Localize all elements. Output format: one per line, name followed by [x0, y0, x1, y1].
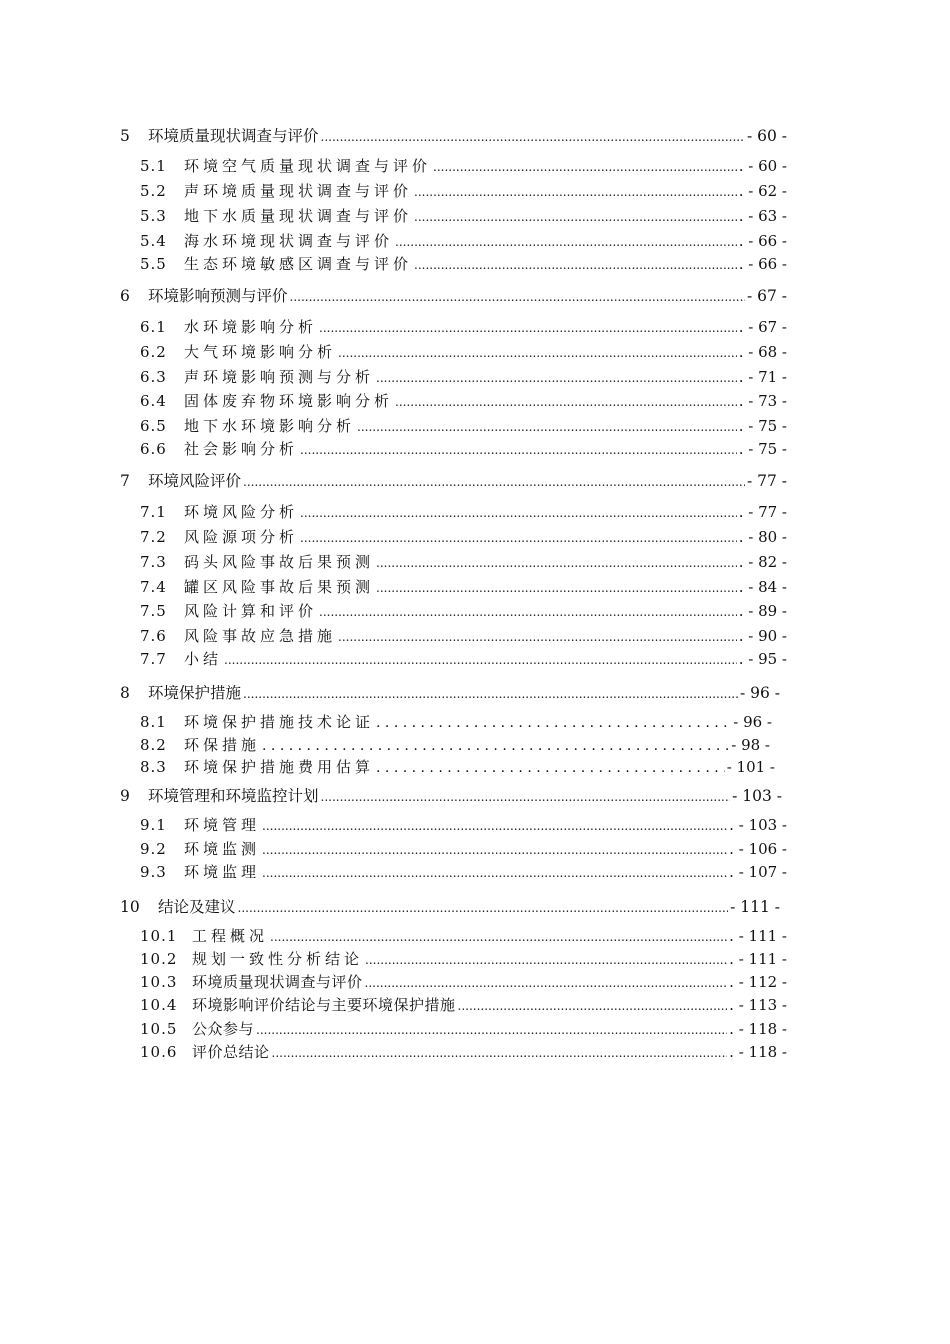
dot-leader — [270, 927, 727, 945]
toc-page-number: . - 75 - — [738, 417, 787, 435]
toc-title: 大气环境影响分析 — [184, 343, 337, 361]
toc-page-number: . - 73 - — [738, 392, 787, 410]
dot-leader — [414, 207, 737, 225]
dot-leader — [376, 368, 737, 386]
toc-title: 评价总结论 — [192, 1043, 270, 1061]
dot-leader — [224, 650, 737, 668]
toc-title: 地下水环境影响分析 — [184, 417, 356, 435]
toc-section-6-3[interactable] — [140, 366, 787, 387]
toc-title: 社会影响分析 — [184, 440, 299, 458]
toc-chapter-7[interactable] — [120, 469, 787, 491]
toc-page-number: . - 63 - — [738, 207, 787, 225]
toc-number: 7.3 — [140, 553, 167, 571]
toc-page-number: - 77 - — [746, 472, 787, 490]
dot-leader — [376, 578, 737, 596]
toc-section-6-4[interactable] — [140, 390, 787, 411]
toc-section-5-1[interactable] — [140, 155, 787, 176]
toc-title: 环境风险分析 — [184, 503, 299, 521]
toc-title: 风险计算和评价 — [184, 602, 318, 620]
toc-section-5-4[interactable] — [140, 230, 787, 251]
toc-page-number: . - 95 - — [738, 650, 787, 668]
toc-title: 风险事故应急措施 — [184, 627, 337, 645]
toc-number: 8.1 — [140, 713, 167, 731]
toc-title: 规划一致性分析结论 — [192, 950, 364, 968]
toc-section-10-6[interactable] — [140, 1041, 787, 1062]
toc-title: 环境质量现状调查与评价 — [148, 127, 319, 145]
toc-number: 6.4 — [140, 392, 167, 410]
toc-number: 9.3 — [140, 863, 167, 881]
toc-number: 7.5 — [140, 602, 167, 620]
toc-page-number: . - 118 - — [729, 1020, 787, 1038]
toc-title: 环境保护措施费用估算 — [184, 758, 375, 776]
dot-leader — [321, 127, 745, 145]
toc-number: 7 — [120, 472, 130, 490]
dot-leader — [338, 627, 737, 645]
toc-number: 5.2 — [140, 182, 167, 200]
toc-page-number: . - 82 - — [738, 553, 787, 571]
toc-page-number: - 96 - — [733, 713, 772, 731]
toc-section-6-2[interactable] — [140, 341, 787, 362]
toc-page-number: . - 107 - — [729, 863, 787, 881]
toc-title: 环境管理和环境监控计划 — [148, 787, 319, 805]
dot-leader — [243, 684, 738, 702]
toc-section-10-1[interactable] — [140, 925, 787, 946]
toc-number: 7.6 — [140, 627, 167, 645]
toc-page-number: . - 66 - — [738, 232, 787, 250]
dot-leader — [243, 472, 745, 490]
toc-number: 5.5 — [140, 255, 167, 273]
dot-leader — [357, 417, 737, 435]
toc-number: 6.6 — [140, 440, 167, 458]
dot-leader — [321, 787, 731, 805]
toc-title: 小结 — [184, 650, 223, 668]
toc-section-5-5[interactable] — [140, 253, 787, 274]
dot-leader — [376, 758, 725, 776]
toc-page-number: - 103 - — [732, 787, 782, 805]
dot-leader — [262, 736, 729, 754]
toc-number: 10 — [120, 898, 140, 916]
toc-number: 7.7 — [140, 650, 167, 668]
toc-section-10-5[interactable] — [140, 1018, 787, 1039]
toc-chapter-10[interactable] — [120, 895, 780, 917]
toc-number: 10.1 — [140, 927, 178, 945]
toc-page-number: . - 66 - — [738, 255, 787, 273]
dot-leader — [414, 255, 737, 273]
toc-number: 10.3 — [140, 973, 178, 991]
toc-title: 生态环境敏感区调查与评价 — [184, 255, 413, 273]
toc-page-number: . - 106 - — [729, 840, 787, 858]
toc-section-6-6[interactable] — [140, 438, 787, 459]
toc-page-number: - 60 - — [746, 127, 787, 145]
toc-page-number: - 101 - — [726, 758, 775, 776]
toc-number: 5.3 — [140, 207, 167, 225]
toc-number: 7.1 — [140, 503, 167, 521]
toc-number: 5.4 — [140, 232, 167, 250]
toc-number: 9.2 — [140, 840, 167, 858]
toc-title: 水环境影响分析 — [184, 318, 318, 336]
dot-leader — [262, 816, 727, 834]
toc-section-7-2[interactable] — [140, 526, 787, 547]
toc-number: 5 — [120, 127, 130, 145]
toc-number: 5.1 — [140, 157, 167, 175]
toc-page-number: . - 113 - — [729, 996, 787, 1014]
toc-page-number: . - 68 - — [738, 343, 787, 361]
dot-leader — [262, 863, 727, 881]
toc-chapter-8[interactable] — [120, 681, 780, 703]
toc-section-7-5[interactable] — [140, 600, 787, 621]
toc-section-5-3[interactable] — [140, 205, 787, 226]
toc-title: 环保措施 — [184, 736, 261, 754]
dot-leader — [300, 440, 737, 458]
dot-leader — [272, 1043, 728, 1061]
toc-section-7-4[interactable] — [140, 576, 787, 597]
toc-number: 8.3 — [140, 758, 167, 776]
toc-title: 工程概况 — [192, 927, 269, 945]
toc-page-number: - 96 - — [739, 684, 780, 702]
toc-title: 罐区风险事故后果预测 — [184, 578, 375, 596]
toc-page-number: . - 90 - — [738, 627, 787, 645]
toc-section-10-2[interactable] — [140, 948, 787, 969]
toc-page-number: - 67 - — [746, 287, 787, 305]
toc-title: 环境质量现状调查与评价 — [192, 973, 363, 991]
toc-number: 10.5 — [140, 1020, 178, 1038]
toc-section-9-2[interactable] — [140, 838, 787, 859]
toc-page-number: . - 62 - — [738, 182, 787, 200]
toc-page-number: . - 112 - — [729, 973, 787, 991]
toc-number: 7.4 — [140, 578, 167, 596]
dot-leader — [300, 528, 737, 546]
toc-section-6-5[interactable] — [140, 415, 787, 436]
toc-section-7-1[interactable] — [140, 501, 787, 522]
toc-page-number: . - 103 - — [729, 816, 787, 834]
toc-section-8-1[interactable] — [140, 711, 772, 732]
toc-title: 风险源项分析 — [184, 528, 299, 546]
toc-title: 环境保护措施 — [148, 684, 242, 702]
dot-leader — [300, 503, 737, 521]
toc-number: 6.3 — [140, 368, 167, 386]
dot-leader — [376, 553, 737, 571]
toc-section-8-3[interactable] — [140, 756, 775, 777]
toc-number: 6.5 — [140, 417, 167, 435]
toc-title: 地下水质量现状调查与评价 — [184, 207, 413, 225]
dot-leader — [395, 232, 737, 250]
toc-section-9-1[interactable] — [140, 814, 787, 835]
toc-title: 声环境影响预测与分析 — [184, 368, 375, 386]
dot-leader — [319, 318, 737, 336]
toc-title: 环境保护措施技术论证 — [184, 713, 375, 731]
toc-section-8-2[interactable] — [140, 734, 770, 755]
toc-section-10-3[interactable] — [140, 971, 787, 992]
toc-page-number: . - 111 - — [729, 927, 787, 945]
toc-page-number: - 111 - — [730, 898, 780, 916]
dot-leader — [365, 973, 728, 991]
dot-leader — [376, 713, 731, 731]
toc-page-number: . - 77 - — [738, 503, 787, 521]
toc-page-number: . - 111 - — [729, 950, 787, 968]
toc-page-number: - 98 - — [731, 736, 770, 754]
dot-leader — [433, 157, 737, 175]
toc-number: 6 — [120, 287, 130, 305]
toc-page-number: . - 118 - — [729, 1043, 787, 1061]
dot-leader — [395, 392, 737, 410]
dot-leader — [290, 287, 745, 305]
toc-section-5-2[interactable] — [140, 180, 787, 201]
toc-chapter-5[interactable] — [120, 124, 787, 146]
dot-leader — [338, 343, 737, 361]
toc-section-7-6[interactable] — [140, 625, 787, 646]
toc-page-number: . - 89 - — [738, 602, 787, 620]
toc-title: 码头风险事故后果预测 — [184, 553, 375, 571]
dot-leader — [414, 182, 737, 200]
toc-chapter-6[interactable] — [120, 284, 787, 306]
toc-page-number: . - 71 - — [738, 368, 787, 386]
toc-title: 环境监测 — [184, 840, 261, 858]
toc-number: 9.1 — [140, 816, 167, 834]
toc-title: 结论及建议 — [158, 898, 236, 916]
toc-number: 8.2 — [140, 736, 167, 754]
dot-leader — [238, 898, 729, 916]
toc-number: 10.6 — [140, 1043, 178, 1061]
toc-title: 海水环境现状调查与评价 — [184, 232, 394, 250]
toc-title: 声环境质量现状调查与评价 — [184, 182, 413, 200]
toc-title: 环境影响评价结论与主要环境保护措施 — [192, 996, 456, 1014]
toc-section-7-7[interactable] — [140, 648, 787, 669]
toc-title: 公众参与 — [192, 1020, 255, 1038]
dot-leader — [262, 840, 727, 858]
toc-title: 环境管理 — [184, 816, 261, 834]
toc-section-10-4[interactable] — [140, 994, 787, 1015]
toc-title: 环境影响预测与评价 — [148, 287, 288, 305]
toc-chapter-9[interactable] — [120, 784, 782, 806]
toc-title: 环境空气质量现状调查与评价 — [184, 157, 432, 175]
toc-number: 6.2 — [140, 343, 167, 361]
toc-number: 10.2 — [140, 950, 178, 968]
dot-leader — [365, 950, 727, 968]
toc-section-9-3[interactable] — [140, 861, 787, 882]
toc-section-7-3[interactable] — [140, 551, 787, 572]
toc-page-number: . - 67 - — [738, 318, 787, 336]
toc-title: 固体废弃物环境影响分析 — [184, 392, 394, 410]
toc-section-6-1[interactable] — [140, 316, 787, 337]
toc-number: 8 — [120, 684, 130, 702]
toc-number: 6.1 — [140, 318, 167, 336]
toc-number: 10.4 — [140, 996, 178, 1014]
dot-leader — [319, 602, 737, 620]
toc-page-number: . - 84 - — [738, 578, 787, 596]
toc-page-number: . - 60 - — [738, 157, 787, 175]
toc-page-number: . - 80 - — [738, 528, 787, 546]
toc-title: 环境风险评价 — [148, 472, 242, 490]
toc-number: 7.2 — [140, 528, 167, 546]
dot-leader — [458, 996, 728, 1014]
toc-number: 9 — [120, 787, 130, 805]
dot-leader — [256, 1020, 727, 1038]
toc-page-number: . - 75 - — [738, 440, 787, 458]
toc-title: 环境监理 — [184, 863, 261, 881]
